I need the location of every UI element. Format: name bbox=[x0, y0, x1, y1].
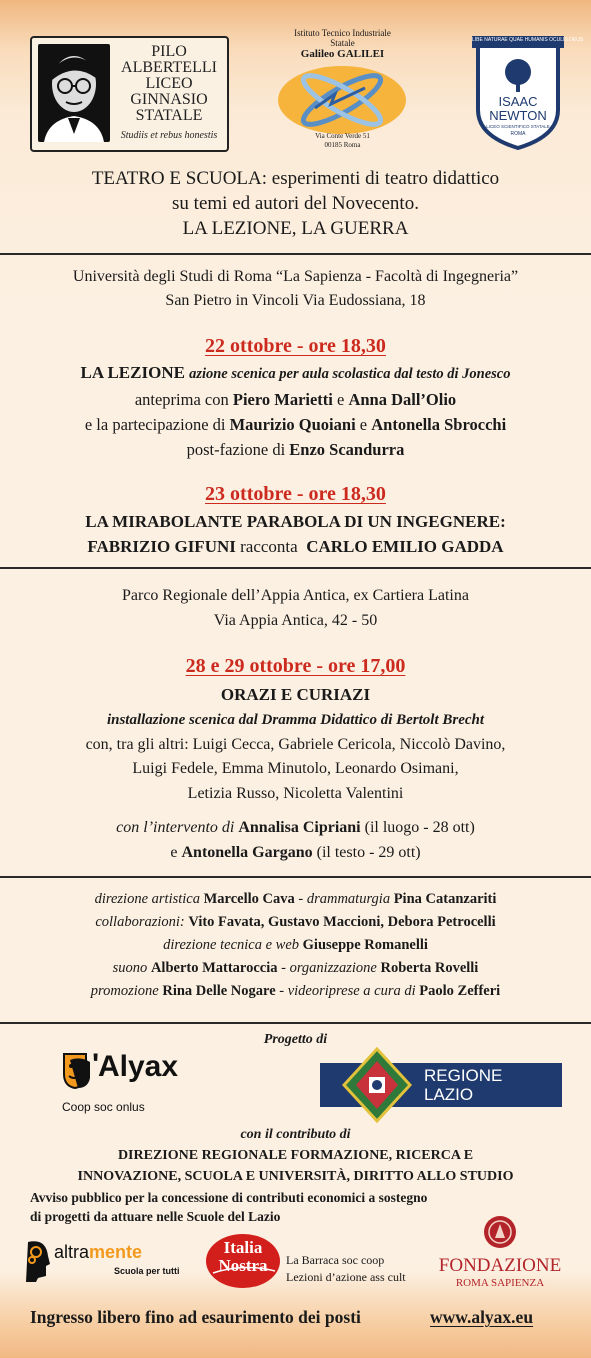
head-profile-icon bbox=[24, 1238, 50, 1287]
footer-url-link[interactable]: www.alyax.eu bbox=[430, 1307, 534, 1327]
albertelli-line5: STATALE bbox=[135, 107, 203, 124]
contributo bbox=[0, 1124, 591, 1187]
avviso-line2: di progetti da attuare nelle Scuole del Lazio bbox=[30, 1209, 281, 1224]
event3-int4: (il testo - 29 ott) bbox=[316, 843, 421, 861]
galilei-addr2: 00185 Roma bbox=[324, 141, 361, 149]
event2-p2: CARLO EMILIO GADDA bbox=[306, 537, 504, 556]
albertelli-line2: ALBERTELLI bbox=[121, 59, 217, 76]
credits-r4a: suono bbox=[112, 960, 148, 976]
header bbox=[0, 166, 591, 241]
event1-subtitle: azione scenica per aula scolastica dal testo di Jonesco bbox=[189, 366, 511, 382]
alyax-sub: Coop soc onlus bbox=[62, 1100, 145, 1114]
header-line3: LA LEZIONE, LA GUERRA bbox=[182, 218, 409, 239]
event3-ip1: Annalisa Cipriani bbox=[238, 819, 361, 836]
portrait-image bbox=[38, 44, 110, 142]
credits-r3a: direzione tecnica e web bbox=[163, 937, 300, 953]
project-label: Progetto di bbox=[263, 1032, 328, 1047]
event1-p5: Enzo Scandurra bbox=[289, 440, 405, 459]
galilei-line2: Statale bbox=[330, 38, 355, 48]
venue-sapienza bbox=[0, 265, 591, 313]
italia-line2: Nostra bbox=[218, 1256, 268, 1275]
regione-lazio-logo bbox=[320, 1047, 562, 1123]
albertelli-logo bbox=[30, 36, 229, 152]
italia-nostra-logo bbox=[205, 1233, 281, 1289]
galilei-line1: Istituto Tecnico Industriale bbox=[294, 28, 391, 38]
event1-date: 22 ottobre - ore 18,30 bbox=[205, 335, 386, 357]
event3-title: ORAZI E CURIAZI bbox=[220, 684, 371, 704]
header-line2: su temi ed autori del Novecento. bbox=[172, 193, 419, 214]
header-line1: TEATRO E SCUOLA: esperimenti di teatro didattico bbox=[91, 168, 500, 189]
regione-line1: REGIONE bbox=[424, 1066, 503, 1085]
venue-appia bbox=[0, 583, 591, 633]
credits-r1b: Marcello Cava bbox=[203, 891, 295, 907]
event-orazi-curiazi bbox=[0, 654, 591, 865]
event1-p4: Antonella Sbrocchi bbox=[371, 415, 507, 434]
altra-sub: Scuola per tutti bbox=[114, 1266, 180, 1276]
newton-line1: ISAAC bbox=[498, 94, 538, 109]
event3-cast1: con, tra gli altri: Luigi Cecca, Gabriele Cericola, Niccolò Davino, bbox=[85, 735, 506, 753]
credits-r2b: Vito Favata, Gustavo Maccioni, Debora Petrocelli bbox=[188, 914, 496, 930]
event1-b2: e bbox=[359, 415, 368, 434]
event1-c1: post-fazione di bbox=[186, 440, 286, 459]
event1-a2: e bbox=[337, 390, 345, 409]
event2-line1: LA MIRABOLANTE PARABOLA DI UN INGEGNERE: bbox=[85, 512, 506, 531]
event-gadda bbox=[0, 482, 591, 559]
event3-subtitle: installazione scenica dal Dramma Didattico di Bertolt Brecht bbox=[106, 712, 485, 728]
venue2-line2: Via Appia Antica, 42 - 50 bbox=[213, 612, 378, 629]
credits-r5a: promozione bbox=[90, 983, 159, 999]
event3-int1: con l’intervento di bbox=[116, 819, 235, 836]
event-la-lezione bbox=[0, 334, 591, 462]
newton-line3: LICEO SCIENTIFICO STATALE bbox=[486, 124, 550, 129]
event3-date: 28 e 29 ottobre - ore 17,00 bbox=[185, 655, 406, 677]
sapienza-seal-icon bbox=[483, 1212, 517, 1252]
divider bbox=[0, 567, 591, 569]
newton-ribbon: LIBE NATURAE QUAE HUMANIS OCULIS DEUS bbox=[472, 37, 584, 43]
barraca-line1: La Barraca soc coop bbox=[286, 1253, 385, 1267]
credits-r5c: - videoriprese a cura di bbox=[279, 983, 416, 999]
regione-line2: LAZIO bbox=[424, 1085, 474, 1104]
event3-cast2: Luigi Fedele, Emma Minutolo, Leonardo Osimani, bbox=[132, 760, 459, 777]
event3-cast3: Letizia Russo, Nicoletta Valentini bbox=[187, 784, 404, 802]
credits-r4d: Roberta Rovelli bbox=[380, 960, 479, 976]
galilei-addr1: Via Conte Verde 51 bbox=[315, 132, 370, 140]
contrib-label: con il contributo di bbox=[240, 1127, 351, 1142]
barraca-line2: Lezioni d’azione ass cult bbox=[286, 1270, 406, 1284]
event1-p2: Anna Dall’Olio bbox=[348, 390, 457, 409]
credits-r5d: Paolo Zefferi bbox=[419, 983, 501, 999]
newton-line2: NEWTON bbox=[489, 108, 547, 123]
event2-date: 23 ottobre - ore 18,30 bbox=[205, 483, 386, 505]
venue2-line1: Parco Regionale dell’Appia Antica, ex Cartiera Latina bbox=[122, 587, 469, 604]
altra-part1: altra bbox=[54, 1242, 90, 1262]
mask-icon bbox=[62, 1052, 92, 1090]
albertelli-line4: GINNASIO bbox=[130, 91, 208, 108]
credits-r3b: Giuseppe Romanelli bbox=[302, 937, 428, 953]
barraca bbox=[286, 1252, 406, 1286]
footer-entry: Ingresso libero fino ad esaurimento dei posti bbox=[30, 1307, 361, 1327]
albertelli-line3: LICEO bbox=[145, 75, 193, 92]
direzione-line1: DIREZIONE REGIONALE FORMAZIONE, RICERCA E bbox=[117, 1148, 474, 1163]
altramente-logo bbox=[24, 1238, 194, 1286]
galilei-line3: Galileo GALILEI bbox=[300, 48, 385, 60]
fondazione-line2: ROMA SAPIENZA bbox=[455, 1277, 545, 1289]
credits-r5b: Rina Delle Nogare bbox=[162, 983, 276, 999]
direzione-line2: INNOVAZIONE, SCUOLA E UNIVERSITÀ, DIRITTO ALLO STUDIO bbox=[77, 1169, 514, 1184]
alyax-apostrophe: ' bbox=[92, 1048, 100, 1081]
albertelli-motto: Studiis et rebus honestis bbox=[120, 130, 218, 141]
event1-a1: anteprima con bbox=[134, 390, 229, 409]
albertelli-line1: PILO bbox=[151, 43, 187, 60]
event1-title: LA LEZIONE bbox=[80, 363, 185, 382]
fondazione-logo bbox=[430, 1212, 570, 1294]
event2-p1: FABRIZIO GIFUNI bbox=[87, 537, 236, 556]
credits-r1c: - drammaturgia bbox=[298, 891, 391, 907]
event3-int2: (il luogo - 28 ott) bbox=[364, 819, 475, 836]
avviso-line1: Avviso pubblico per la concessione di contributi economici a sostegno bbox=[30, 1190, 428, 1205]
event2-mid: racconta bbox=[240, 537, 298, 556]
altra-part2: mente bbox=[89, 1242, 143, 1262]
newton-logo bbox=[472, 32, 584, 150]
credits-r1d: Pina Catanzariti bbox=[393, 891, 497, 907]
alyax-name: Alyax bbox=[98, 1050, 179, 1083]
event3-ip2: Antonella Gargano bbox=[181, 843, 313, 861]
venue1-line1: Università degli Studi di Roma “La Sapienza - Facoltà di Ingegneria” bbox=[72, 268, 519, 285]
galilei-emblem bbox=[275, 64, 410, 136]
event1-p1: Piero Marietti bbox=[232, 390, 333, 409]
avviso bbox=[30, 1188, 427, 1226]
credits bbox=[0, 888, 591, 1003]
galilei-logo bbox=[265, 28, 420, 153]
divider bbox=[0, 253, 591, 255]
credits-r4b: Alberto Mattaroccia bbox=[150, 960, 278, 976]
fondazione-line1: FONDAZIONE bbox=[438, 1255, 562, 1276]
newton-line4: ROMA bbox=[510, 131, 526, 137]
credits-r1a: direzione artistica bbox=[94, 891, 200, 907]
credits-r2a: collaborazioni: bbox=[95, 914, 185, 930]
divider bbox=[0, 1022, 591, 1024]
event1-b1: e la partecipazione di bbox=[84, 415, 226, 434]
event1-p3: Maurizio Quoiani bbox=[229, 415, 356, 434]
credits-r4c: - organizzazione bbox=[281, 960, 377, 976]
venue1-line2: San Pietro in Vincoli Via Eudossiana, 18 bbox=[165, 292, 426, 309]
italia-line1: Italia bbox=[223, 1238, 263, 1257]
divider bbox=[0, 876, 591, 878]
alyax-logo bbox=[62, 1048, 212, 1118]
event3-int3: e bbox=[170, 843, 178, 861]
regione-emblem bbox=[342, 1047, 412, 1123]
